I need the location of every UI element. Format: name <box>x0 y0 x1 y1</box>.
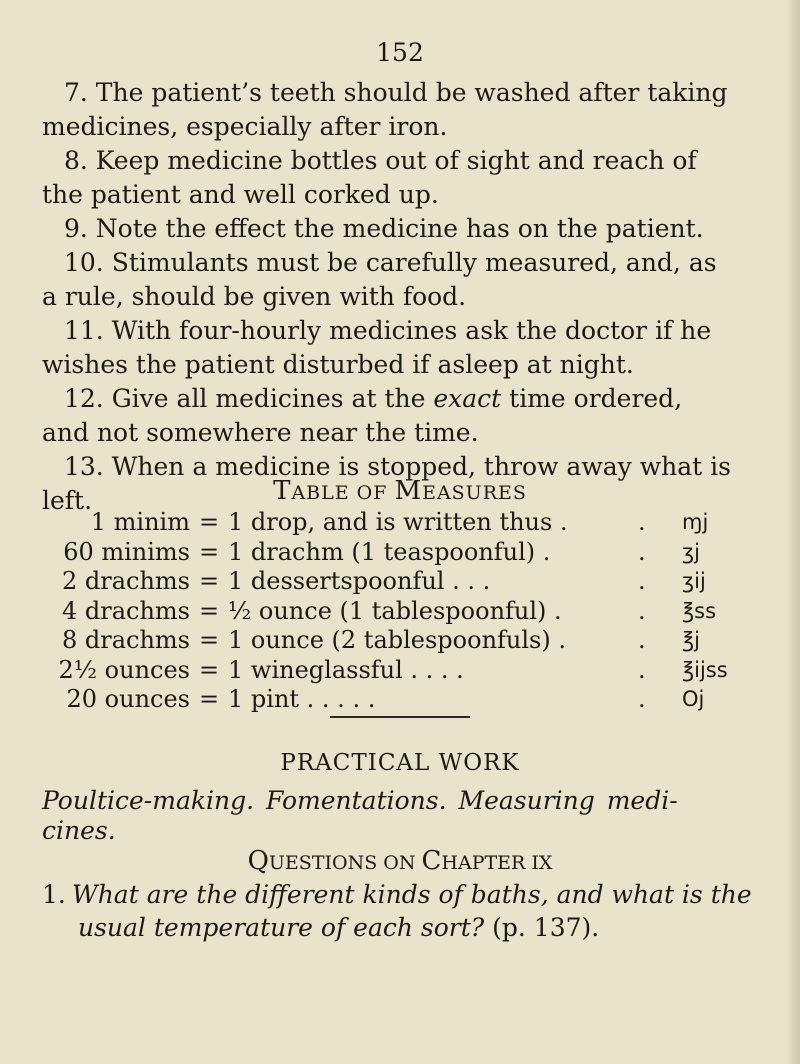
measure-equivalent: 1 wineglassful . . . . <box>228 655 464 684</box>
heading-initial: C <box>421 846 442 876</box>
paragraph-9 <box>42 212 758 246</box>
apothecary-symbol: Oj <box>682 687 705 711</box>
paragraph-line: wishes the patient disturbed if asleep at night. <box>42 350 634 379</box>
leader-dots: . <box>638 537 646 566</box>
measure-row <box>40 538 742 568</box>
measure-row <box>40 685 742 715</box>
apothecary-symbol: ʒj <box>682 539 700 564</box>
text-run: time ordered, <box>501 384 683 413</box>
measure-quantity: 4 drachms <box>61 596 190 625</box>
equals-sign: = <box>198 596 220 625</box>
measure-equivalent: 1 dessertspoonful . . . <box>228 567 491 595</box>
paragraph-line: a rule, should be given with food. <box>42 282 467 311</box>
equals-sign: = <box>198 626 220 654</box>
measure-equivalent: 1 drop, and is written thus . <box>228 508 568 536</box>
measures-table-body <box>40 508 742 715</box>
paragraph-line: 11. With four-hourly medicines ask the doctor if he <box>64 316 712 345</box>
measure-quantity: 2½ ounces <box>58 655 190 684</box>
paragraph-8 <box>42 144 758 212</box>
page-edge-shadow <box>786 0 800 1064</box>
measure-quantity: 1 minim <box>90 508 190 536</box>
question-text: What are the different kinds of baths, and what is the <box>72 880 752 909</box>
measure-row <box>40 626 742 656</box>
leader-dots: . <box>638 626 646 654</box>
leader-dots: . <box>638 567 646 595</box>
measure-row <box>40 656 742 686</box>
heading-initial: M <box>394 476 423 506</box>
page-reference: (p. 137). <box>484 913 600 942</box>
heading-smallcaps: EASURES <box>422 482 527 504</box>
heading-initial: Q <box>247 846 269 876</box>
equals-sign: = <box>198 655 220 684</box>
heading-initial: T <box>273 476 292 506</box>
measure-equivalent: 1 ounce (2 tablespoonfuls) . <box>228 626 566 654</box>
apothecary-symbol: ɱj <box>682 510 709 534</box>
leader-dots: . <box>638 596 646 625</box>
heading-smallcaps: UESTIONS ON <box>268 852 422 874</box>
apothecary-symbol: ℥j <box>682 628 700 652</box>
table-heading <box>0 476 800 506</box>
page-number: 152 <box>376 38 424 67</box>
measure-quantity: 2 drachms <box>61 567 190 595</box>
measure-quantity: 60 minims <box>63 537 190 566</box>
question-text-continuation <box>42 911 758 944</box>
paragraph-10 <box>42 246 758 314</box>
question-item <box>42 878 758 944</box>
measure-row <box>40 567 742 597</box>
questions-heading <box>0 846 800 876</box>
paragraph-line: 13. When a medicine is stopped, throw away what is <box>64 452 731 481</box>
paragraph-line: 8. Keep medicine bottles out of sight and reach of <box>64 146 697 175</box>
heading-smallcaps: ABLE OF <box>291 482 395 504</box>
measure-equivalent: ½ ounce (1 tablespoonful) . <box>228 596 562 625</box>
paragraph-line <box>42 382 758 416</box>
question-text: usual temperature of each sort? <box>78 913 485 942</box>
measures-table <box>40 508 742 715</box>
measure-equivalent: 1 pint . . . . . <box>228 685 376 713</box>
measure-row <box>40 508 742 538</box>
paragraph-line: 10. Stimulants must be carefully measured, and, as <box>64 248 717 277</box>
apothecary-symbol: ℥ijss <box>682 657 728 682</box>
paragraph-line: left. <box>42 486 93 515</box>
leader-dots: . <box>638 655 646 684</box>
equals-sign: = <box>198 685 220 713</box>
equals-sign: = <box>198 537 220 566</box>
practical-topics-line: cines. <box>42 816 116 845</box>
measure-quantity: 8 drachms <box>61 626 190 654</box>
paragraph-line: 7. The patient’s teeth should be washed after taking <box>64 78 728 107</box>
paragraph-line: the patient and well corked up. <box>42 180 439 209</box>
measure-row <box>40 597 742 627</box>
paragraph-11 <box>42 314 758 382</box>
measure-quantity: 20 ounces <box>66 685 190 713</box>
text-run: 12. Give all medicines at the <box>64 384 434 413</box>
question-number: 1. <box>42 880 66 909</box>
leader-dots: . <box>638 508 646 536</box>
apothecary-symbol: ʒij <box>682 569 706 593</box>
paragraph-7 <box>42 76 758 144</box>
equals-sign: = <box>198 567 220 595</box>
paragraph-line: medicines, especially after iron. <box>42 112 448 141</box>
practical-work-heading: PRACTICAL WORK <box>280 750 520 776</box>
leader-dots: . <box>638 685 646 713</box>
measure-equivalent: 1 drachm (1 teaspoonful) . <box>228 537 551 566</box>
paragraph-12 <box>42 382 758 450</box>
practical-topics-line: Poultice-making. Fomentations. Measuring medi- <box>42 786 678 815</box>
equals-sign: = <box>198 508 220 536</box>
heading-smallcaps: HAPTER IX <box>441 852 553 874</box>
paragraph-line: and not somewhere near the time. <box>42 418 479 447</box>
emphasis-text: exact <box>433 384 502 413</box>
apothecary-symbol: ℥ss <box>682 598 717 623</box>
section-divider <box>330 716 470 718</box>
paragraph-line: 9. Note the effect the medicine has on the patient. <box>64 214 704 243</box>
